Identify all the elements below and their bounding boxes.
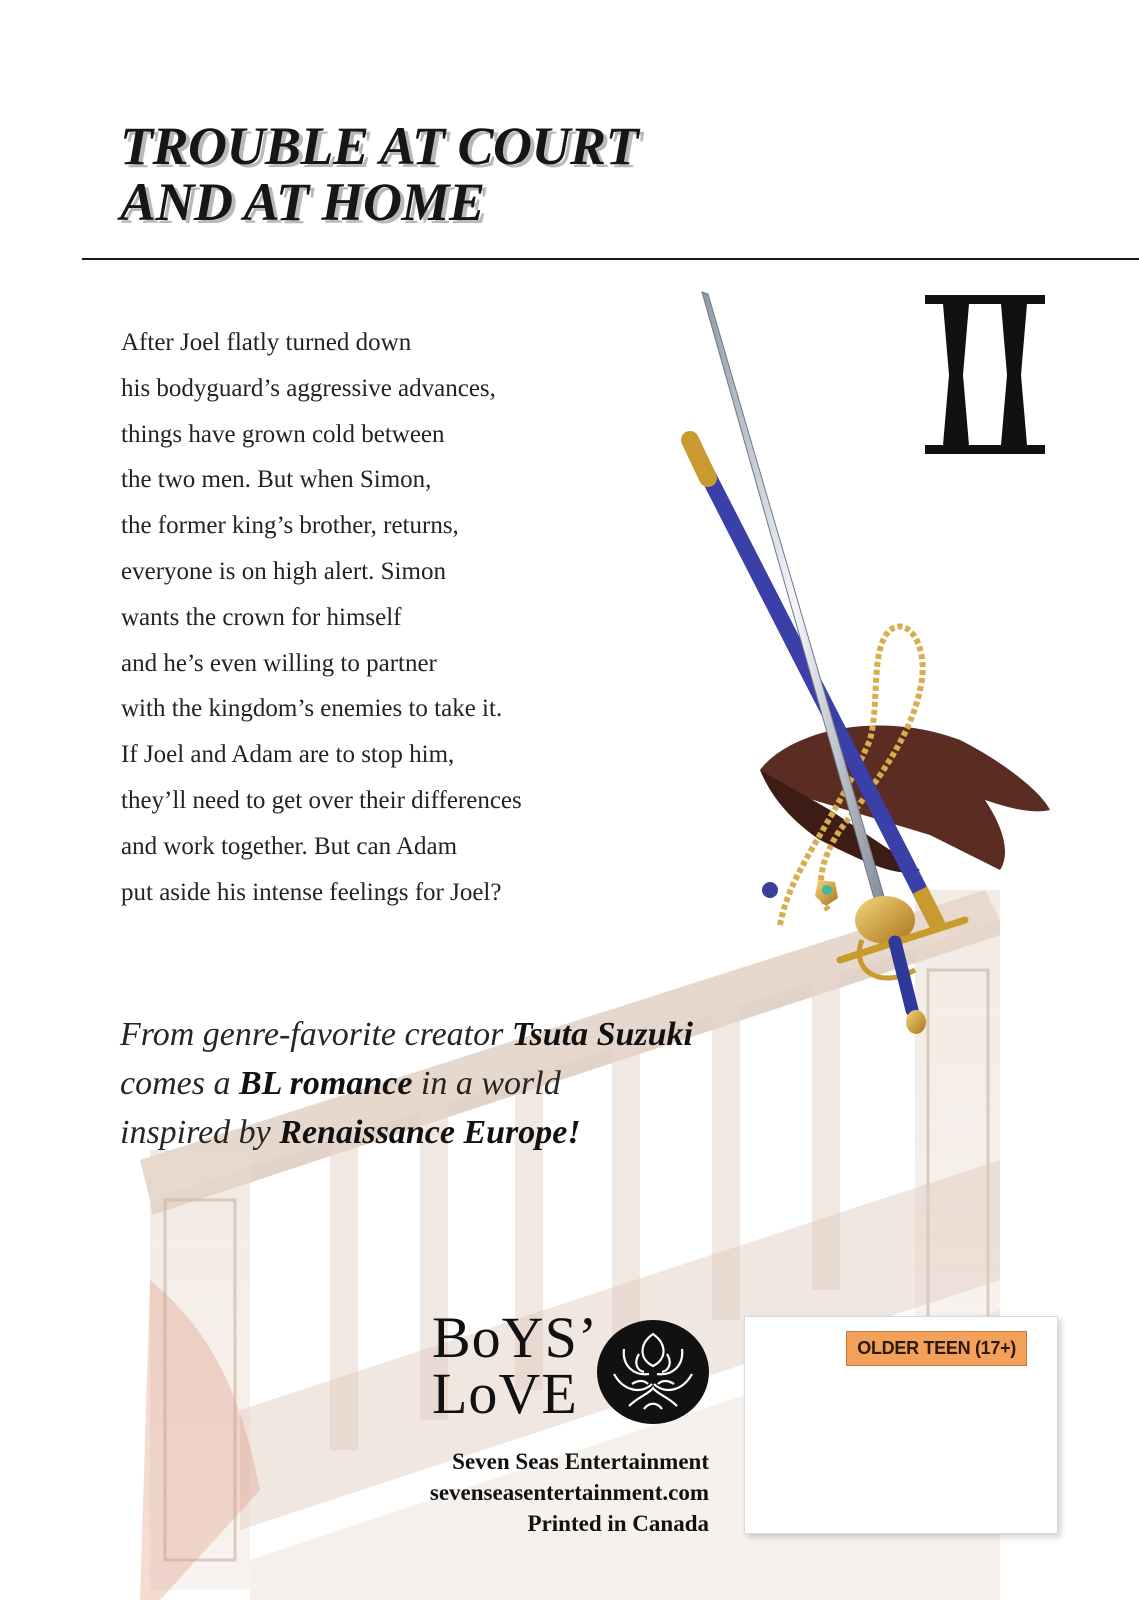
synopsis-line: they’ll need to get over their differences xyxy=(121,786,522,814)
peony-icon xyxy=(594,1314,712,1426)
barcode-area xyxy=(744,1316,1058,1534)
synopsis-line: If Joel and Adam are to stop him, xyxy=(121,741,455,769)
synopsis-line: put aside his intense feelings for Joel? xyxy=(121,878,502,906)
synopsis-line: things have grown cold between xyxy=(121,420,445,448)
tagline-line-1: From genre-favorite creator Tsuta Suzuki xyxy=(120,1016,693,1053)
synopsis xyxy=(121,320,641,915)
tagline xyxy=(120,1010,693,1157)
synopsis-line: the two men. But when Simon, xyxy=(121,466,432,494)
synopsis-line: everyone is on high alert. Simon xyxy=(121,557,446,585)
publisher-name: Seven Seas Entertainment xyxy=(452,1449,709,1474)
synopsis-line: and work together. But can Adam xyxy=(121,832,458,860)
headline-line-1: TROUBLE AT COURT xyxy=(120,116,639,176)
logo-line-1: BoYS’ xyxy=(432,1305,599,1370)
synopsis-line: the former king’s brother, returns, xyxy=(121,512,459,540)
publisher-website: sevenseasentertainment.com xyxy=(429,1480,709,1505)
blue-bead xyxy=(762,882,778,898)
creator-name: Tsuta Suzuki xyxy=(511,1016,693,1053)
header-divider xyxy=(82,258,1139,260)
boys-love-logo xyxy=(432,1305,732,1440)
age-rating-badge: OLDER TEEN (17+) xyxy=(846,1331,1027,1366)
genre: BL romance xyxy=(238,1065,413,1102)
synopsis-line: wants the crown for himself xyxy=(121,603,402,631)
printed-location: Printed in Canada xyxy=(527,1511,709,1536)
volume-numeral xyxy=(925,285,1045,465)
logo-line-2: LoVE xyxy=(432,1361,578,1426)
synopsis-line: After Joel flatly turned down xyxy=(121,329,412,356)
synopsis-line: with the kingdom’s enemies to take it. xyxy=(121,695,503,723)
synopsis-line: his bodyguard’s aggressive advances, xyxy=(121,374,496,402)
setting: Renaissance Europe! xyxy=(279,1114,581,1151)
tagline-line-2: comes a BL romance in a world xyxy=(120,1065,561,1102)
headline-line-2: AND AT HOME xyxy=(120,172,485,232)
publisher-info xyxy=(430,1446,709,1539)
headline xyxy=(120,118,638,230)
tagline-line-3: inspired by Renaissance Europe! xyxy=(120,1114,581,1151)
synopsis-line: and he’s even willing to partner xyxy=(121,649,437,677)
